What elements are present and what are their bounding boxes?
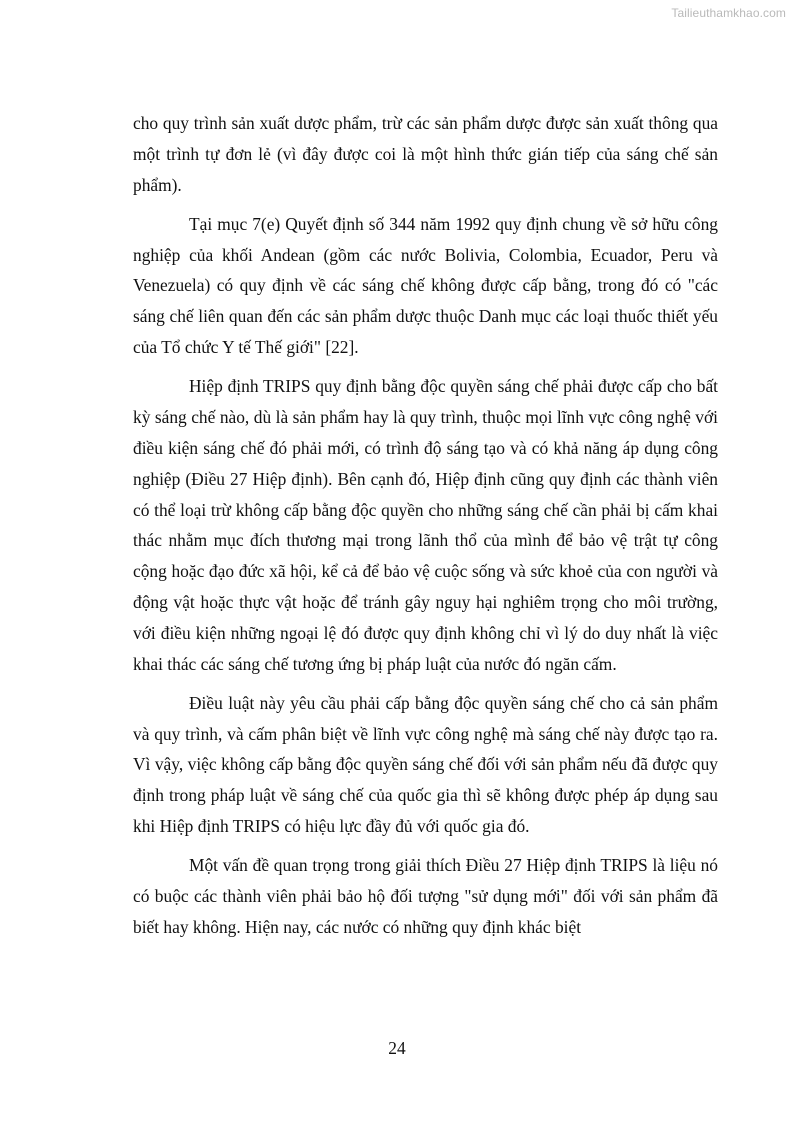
watermark: Tailieuthamkhao.com: [671, 6, 786, 20]
paragraph-trips-patent-grant: Hiệp định TRIPS quy định bằng độc quyền sáng chế phải được cấp cho bất kỳ sáng chế nào, dù là sản phẩm hay là quy trình, thuộc mọi lĩnh vực công nghệ với điều kiện sáng chế đó phải mới, có trình độ sáng tạo và có khả năng áp dụng công nghiệp (Điều 27 Hiệp định). Bên cạnh đó, Hiệp định cũng quy định các thành viên có thể loại trừ không cấp bằng độc quyền cho những sáng chế cần phải bị cấm khai thác nhằm mục đích thương mại trong lãnh thổ của mình để bảo vệ trật tự công cộng hoặc đạo đức xã hội, kể cả để bảo vệ cuộc sống và sức khoẻ của con người và động vật hoặc thực vật hoặc để tránh gây nguy hại nghiêm trọng cho môi trường, với điều kiện những ngoại lệ đó được quy định không chỉ vì lý do duy nhất là việc khai thác các sáng chế tương ứng bị pháp luật của nước đó ngăn cấm.: [133, 376, 718, 674]
paragraph-continuation: cho quy trình sản xuất dược phẩm, trừ các sản phẩm dược được sản xuất thông qua một trình tự đơn lẻ (vì đây được coi là một hình thức gián tiếp của sáng chế sản phẩm).: [133, 113, 718, 195]
paragraph-new-use-issue: Một vấn đề quan trọng trong giải thích Điều 27 Hiệp định TRIPS là liệu nó có buộc các thành viên phải bảo hộ đối tượng "sử dụng mới" đối với sản phẩm đã biết hay không. Hiện nay, các nước có những quy định khác biệt: [133, 855, 718, 937]
body-text: [133, 108, 718, 943]
paragraph-article-requirements: Điều luật này yêu cầu phải cấp bằng độc quyền sáng chế cho cả sản phẩm và quy trình, và cấm phân biệt về lĩnh vực công nghệ mà sáng chế này được tạo ra. Vì vậy, việc không cấp bằng độc quyền sáng chế đối với sản phẩm nếu đã được quy định trong pháp luật về sáng chế của quốc gia thì sẽ không được phép áp dụng sau khi Hiệp định TRIPS có hiệu lực đầy đủ với quốc gia đó.: [133, 692, 718, 837]
paragraph-andean-decision: Tại mục 7(e) Quyết định số 344 năm 1992 quy định chung về sở hữu công nghiệp của khối Andean (gồm các nước Bolivia, Colombia, Ecuador, Peru và Venezuela) có quy định về các sáng chế không được cấp bằng, trong đó có "các sáng chế liên quan đến các sản phẩm dược thuộc Danh mục các loại thuốc thiết yếu của Tổ chức Y tế Thế giới" [22].: [133, 213, 718, 358]
page-number: 24: [388, 1038, 406, 1058]
